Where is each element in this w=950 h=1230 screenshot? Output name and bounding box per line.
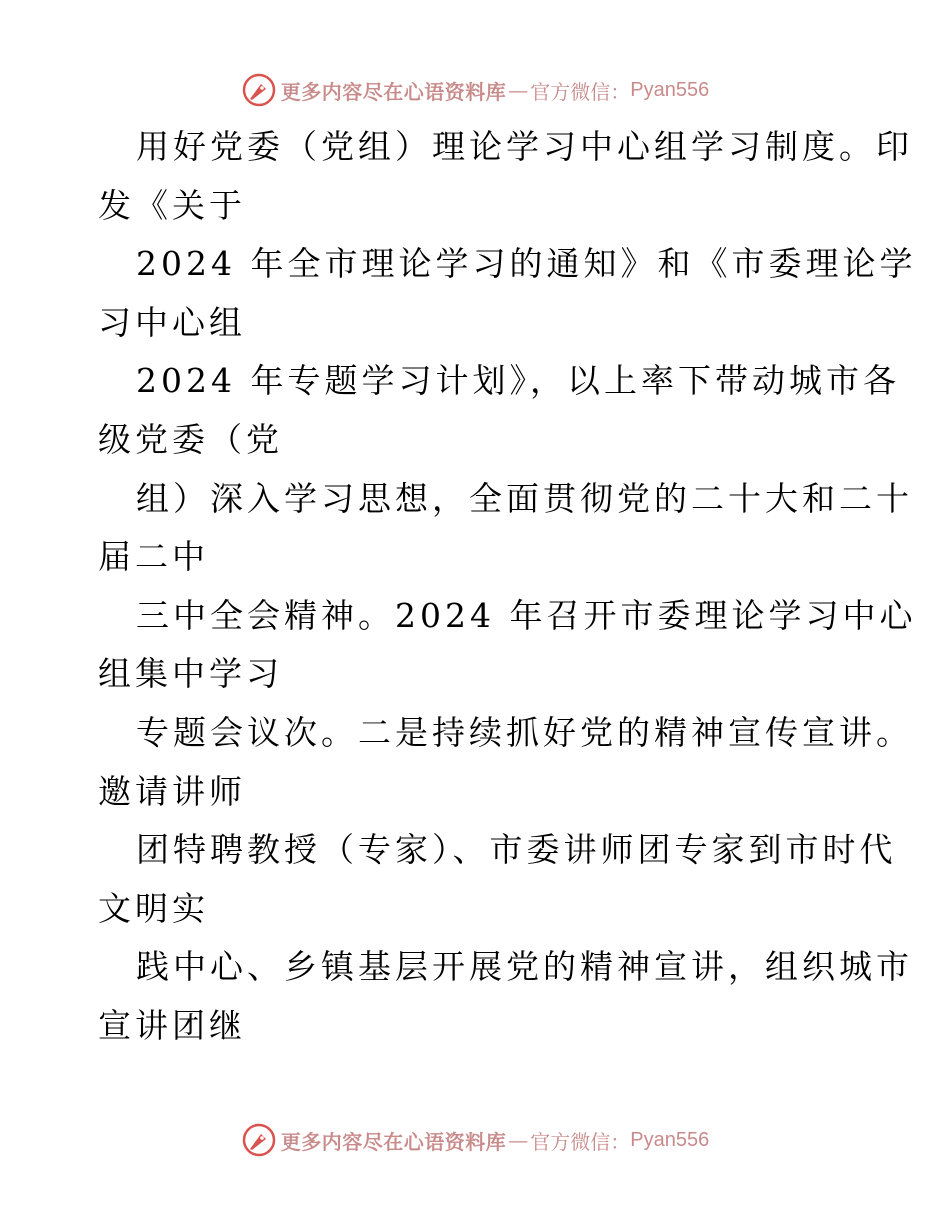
- text-line: 文明实: [98, 888, 209, 928]
- header-banner: [0, 70, 950, 110]
- body-text: [98, 118, 917, 1056]
- header-wechat-label: 官方微信：: [530, 79, 631, 104]
- footer-brand-text: 更多内容尽在心语资料库: [280, 1129, 507, 1154]
- footer-separator: —: [508, 1128, 529, 1152]
- text-line: 习中心组: [98, 302, 246, 342]
- footer-wechat-label: 官方微信：: [530, 1129, 631, 1154]
- header-wechat-id: Pyan556: [630, 78, 710, 101]
- footer-wechat-id: Pyan556: [630, 1128, 710, 1151]
- text-line: 2024 年全市理论学习的通知》和《市委理论学: [136, 244, 917, 284]
- text-line: 组集中学习: [98, 654, 283, 694]
- text-line: 届二中: [98, 537, 209, 577]
- text-line: 2024 年专题学习计划》，以上率下带动城市各: [136, 361, 900, 401]
- header-separator: —: [508, 78, 529, 102]
- footer-banner: [0, 1120, 950, 1160]
- text-line: 组）深入学习思想，全面贯彻党的二十大和二十: [136, 478, 913, 518]
- pen-nib-circle-icon: [241, 72, 277, 108]
- text-line: 专题会议次。二是持续抓好党的精神宣传宣讲。: [136, 712, 913, 752]
- pen-nib-circle-icon: [241, 1122, 277, 1158]
- text-line: 发《关于: [98, 185, 246, 225]
- text-line: 邀请讲师: [98, 771, 246, 811]
- text-line: 三中全会精神。2024 年召开市委理论学习中心: [136, 595, 917, 635]
- text-line: 团特聘教授（专家）、市委讲师团专家到市时代: [136, 830, 897, 870]
- text-line: 级党委（党: [98, 419, 283, 459]
- text-line: 践中心、乡镇基层开展党的精神宣讲，组织城市: [136, 947, 913, 987]
- text-line: 宣讲团继: [98, 1005, 246, 1045]
- text-line: 用好党委（党组）理论学习中心组学习制度。印: [136, 127, 913, 166]
- header-brand-text: 更多内容尽在心语资料库: [280, 79, 507, 104]
